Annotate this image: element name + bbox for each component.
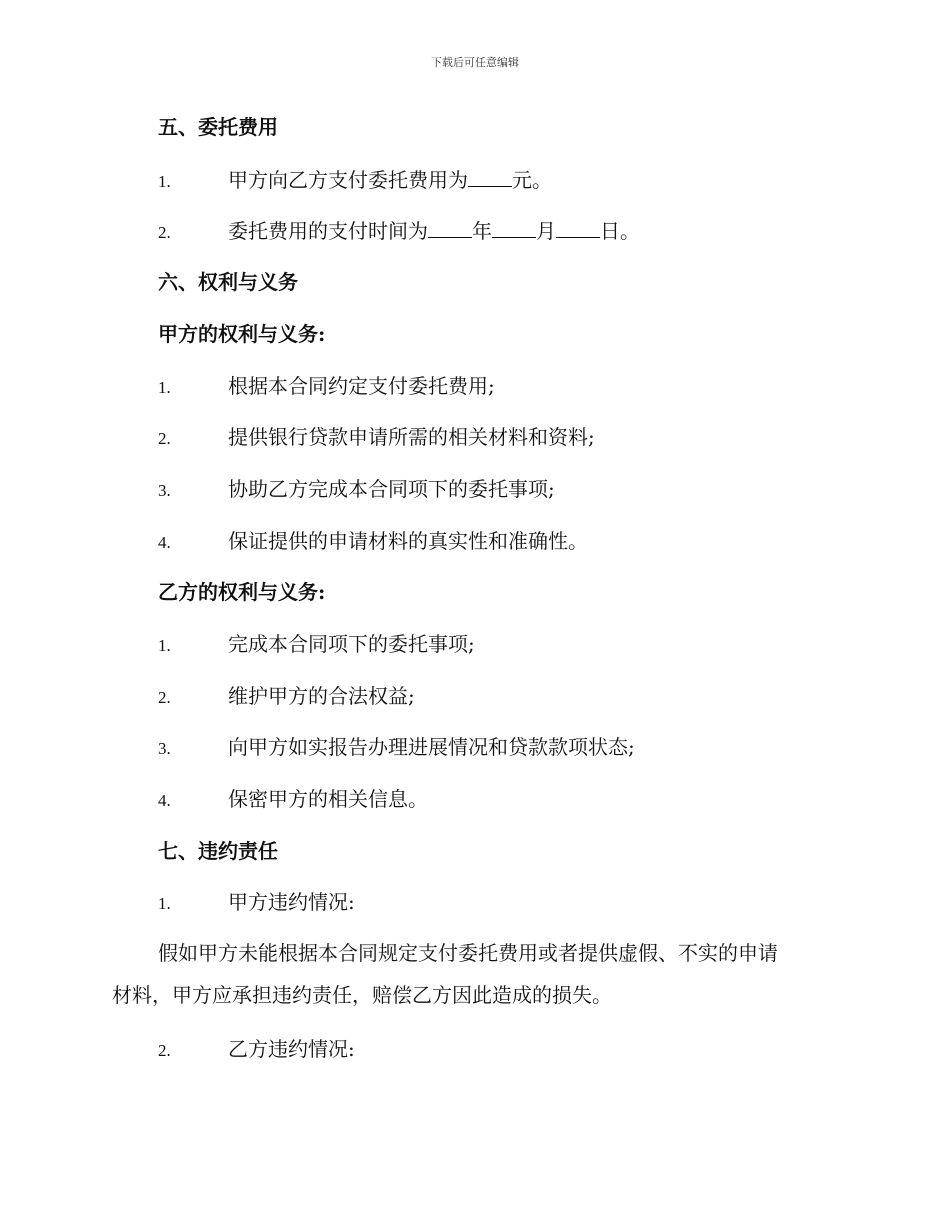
item-text: 向甲方如实报告办理进展情况和贷款款项状态; [228, 735, 635, 759]
item-text: 委托费用的支付时间为 [228, 219, 428, 243]
year-label: 年 [472, 219, 492, 243]
fee-item-1 [158, 167, 552, 195]
item-number: 1. [158, 636, 171, 655]
paragraph-line: 假如甲方未能根据本合同规定支付委托费用或者提供虚假、不实的申请 [158, 941, 778, 965]
party-a-item [158, 528, 588, 556]
item-text: 完成本合同项下的委托事项; [228, 632, 475, 656]
party-a-item [158, 424, 595, 452]
section-5-title: 五、委托费用 [158, 115, 278, 139]
blank-day [556, 219, 600, 238]
section-7-title: 七、违约责任 [158, 839, 278, 863]
breach-item-2 [158, 1036, 355, 1064]
party-a-title: 甲方的权利与义务: [158, 322, 326, 346]
item-number: 2. [158, 223, 171, 242]
fee-item-2 [158, 218, 640, 246]
party-b-item [158, 631, 475, 659]
month-label: 月 [536, 219, 556, 243]
party-b-item [158, 683, 415, 711]
item-text: 提供银行贷款申请所需的相关材料和资料; [228, 425, 595, 449]
item-number: 3. [158, 481, 171, 500]
item-text: 根据本合同约定支付委托费用; [228, 374, 495, 398]
blank-amount [468, 168, 512, 187]
item-text: 维护甲方的合法权益; [228, 684, 415, 708]
item-text-suffix: 元。 [512, 168, 552, 192]
item-number: 2. [158, 688, 171, 707]
party-a-item [158, 476, 555, 504]
blank-month [492, 219, 536, 238]
item-text: 甲方向乙方支付委托费用为 [228, 168, 468, 192]
day-label: 日。 [600, 219, 640, 243]
section-6-title: 六、权利与义务 [158, 270, 298, 294]
party-a-item [158, 373, 495, 401]
item-text: 甲方违约情况: [228, 890, 355, 914]
item-text: 保证提供的申请材料的真实性和准确性。 [228, 529, 588, 553]
item-number: 3. [158, 739, 171, 758]
breach-item-1 [158, 889, 355, 917]
item-text: 保密甲方的相关信息。 [228, 787, 428, 811]
item-number: 4. [158, 533, 171, 552]
item-number: 1. [158, 172, 171, 191]
item-text: 协助乙方完成本合同项下的委托事项; [228, 477, 555, 501]
item-number: 2. [158, 429, 171, 448]
party-b-item [158, 786, 428, 814]
item-text: 乙方违约情况: [228, 1037, 355, 1061]
item-number: 1. [158, 894, 171, 913]
blank-year [428, 219, 472, 238]
party-b-item [158, 734, 635, 762]
breach-paragraph [112, 932, 842, 1016]
party-b-title: 乙方的权利与义务: [158, 580, 326, 604]
item-number: 1. [158, 378, 171, 397]
item-number: 2. [158, 1041, 171, 1060]
page-header: 下载后可任意编辑 [431, 56, 519, 69]
paragraph-line: 材料，甲方应承担违约责任，赔偿乙方因此造成的损失。 [112, 983, 612, 1007]
item-number: 4. [158, 791, 171, 810]
